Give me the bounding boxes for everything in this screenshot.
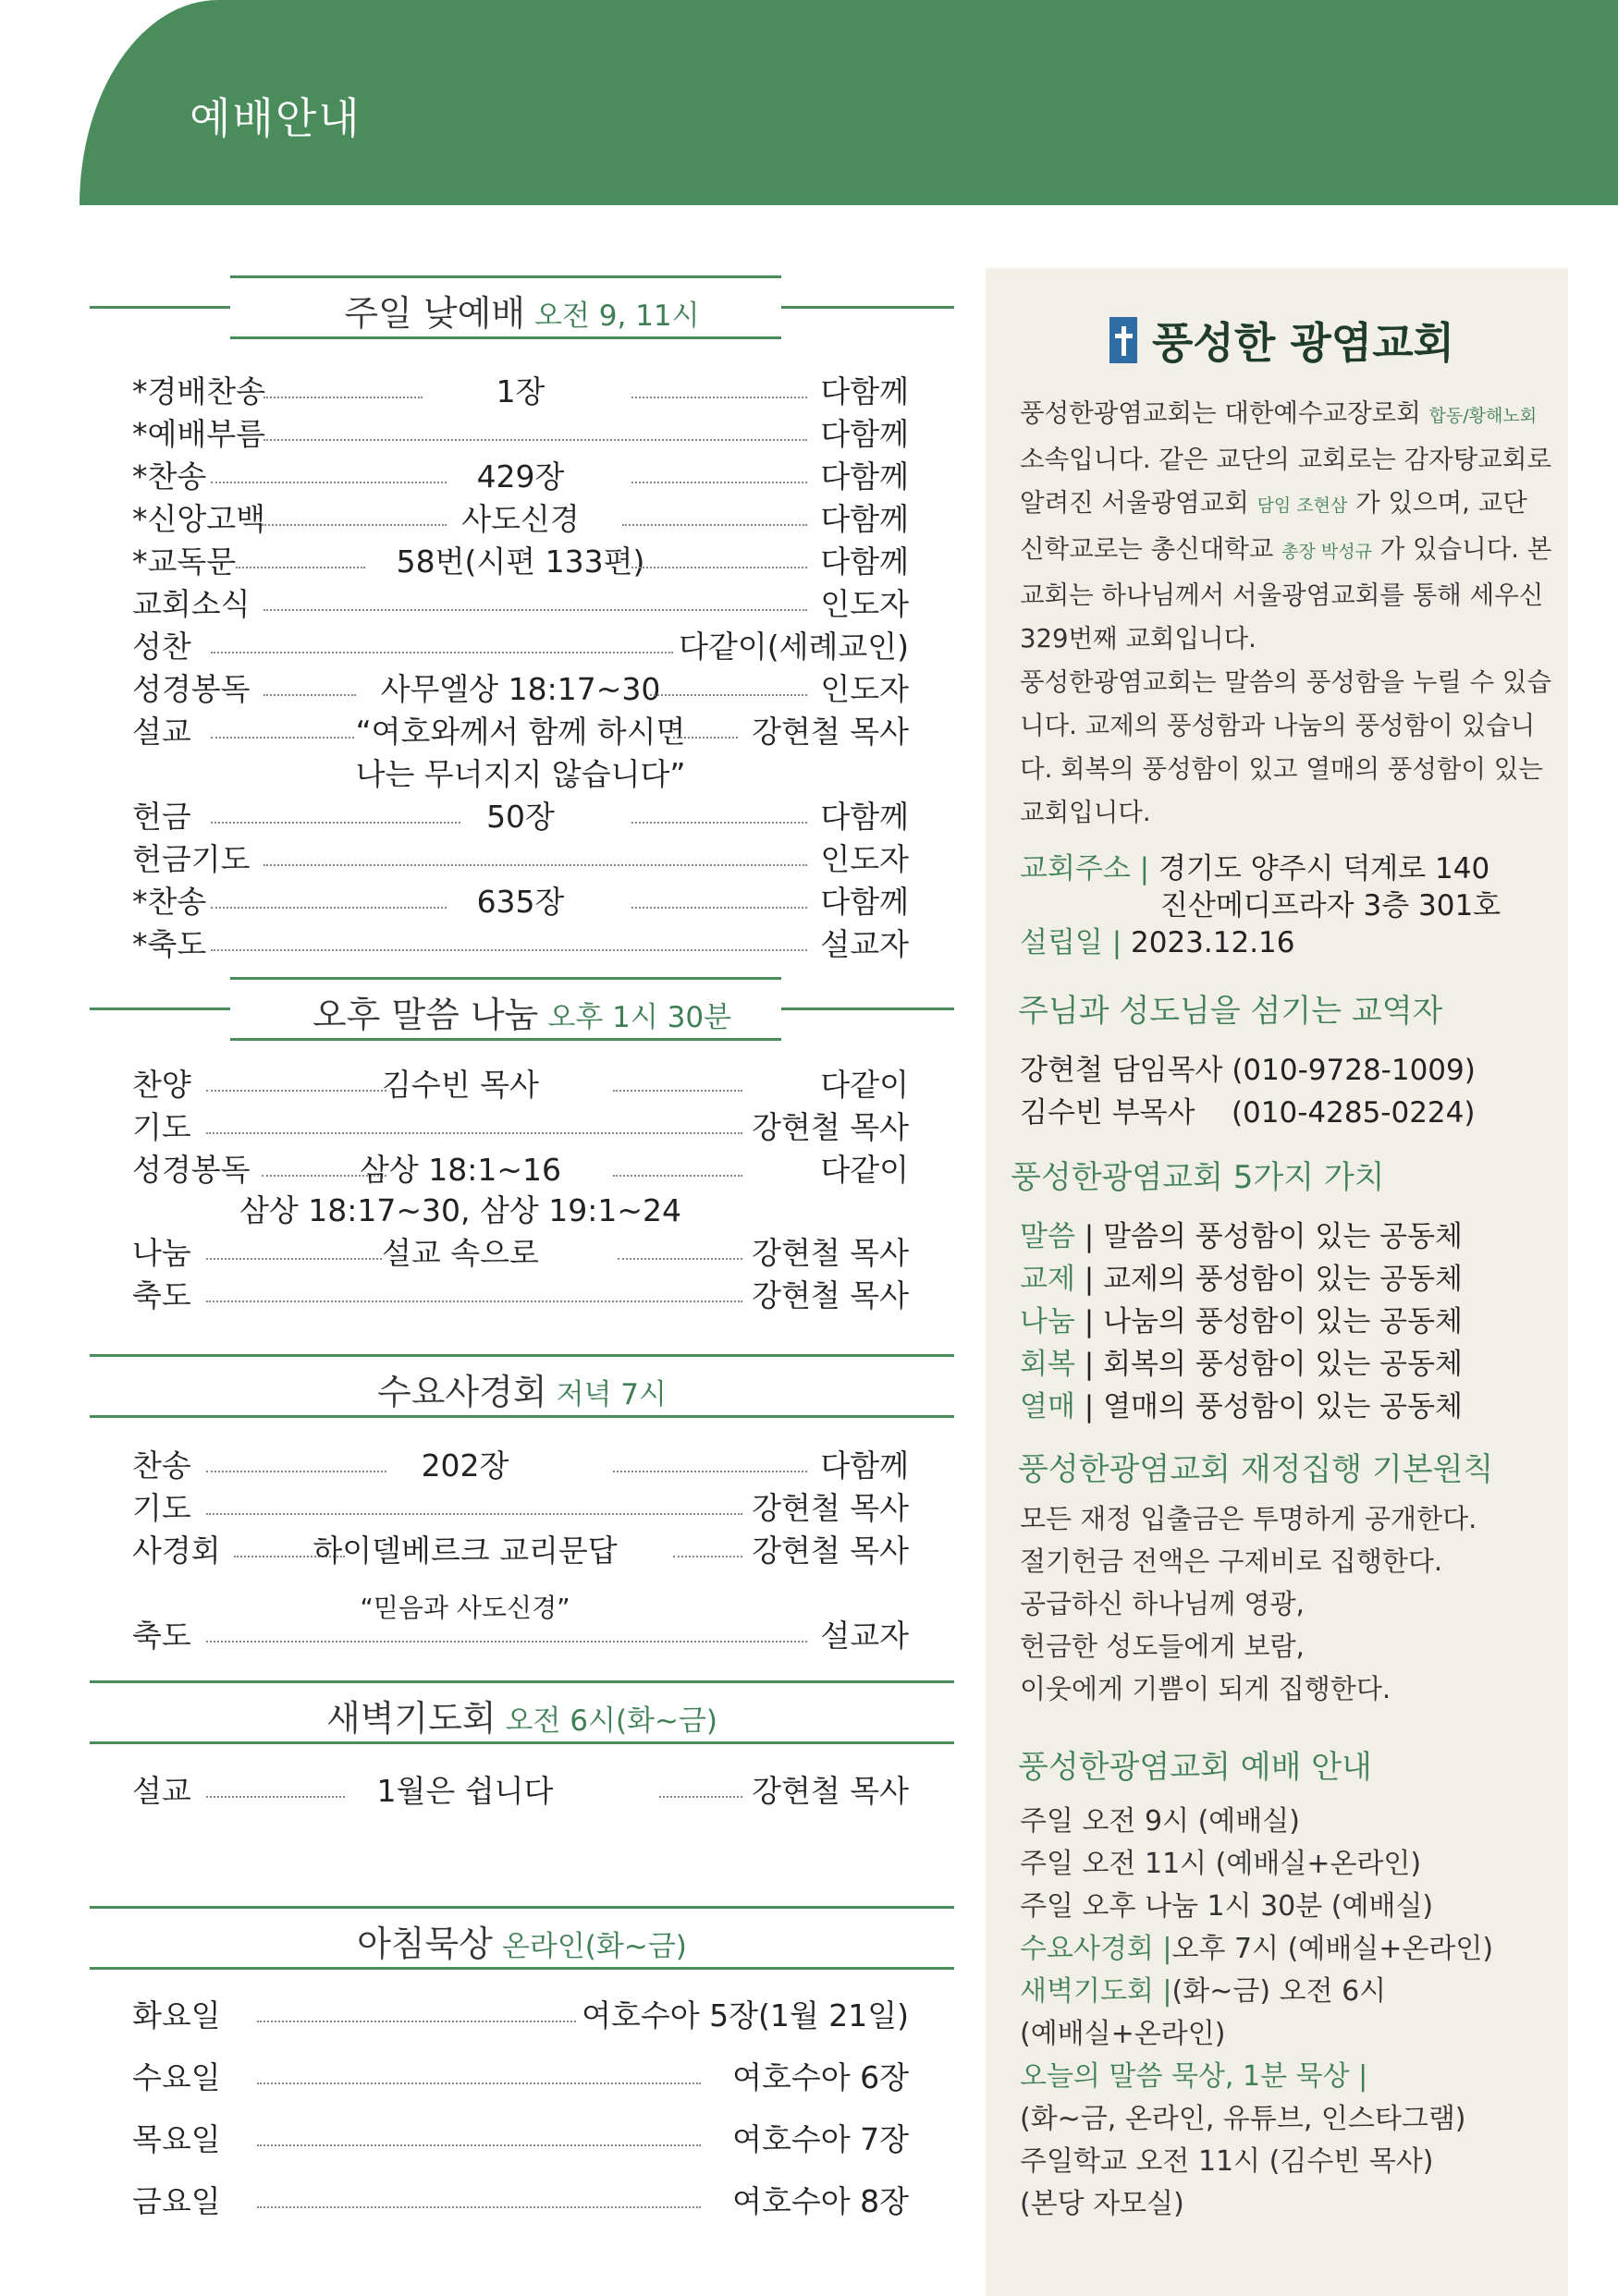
intro-text: 알려진 서울광염교회 [1020,488,1249,518]
section-afternoon-heading [90,977,954,1042]
section-title: 오후 말씀 나눔 [312,995,539,1035]
row-content: 사무엘상 18:17~30 [380,671,661,707]
section-time: 저녁 7시 [556,1378,667,1411]
row-label: 찬양 [132,1067,191,1103]
value-item: 나눔 | 나눔의 풍성함이 있는 공동체 [1020,1305,1463,1338]
page-title: 예배안내 [190,93,362,143]
order-row [132,1104,909,1144]
value-item: 교제 | 교제의 풍성함이 있는 공동체 [1020,1263,1463,1296]
row-reading: 여호수아 7장 [732,2121,909,2157]
service-item: (예배실+온라인) [1020,2018,1226,2050]
church-name: 풍성한 광염교회 [1152,318,1455,368]
row-label: 목요일 [132,2121,221,2157]
finance-item: 절기헌금 전액은 구제비로 집행한다. [1020,1545,1443,1577]
value-key: 회복 [1020,1348,1075,1381]
row-leader: 인도자 [820,671,909,707]
section-title: 아침묵상 [357,1924,493,1964]
section-time: 온라인(화~금) [501,1930,687,1963]
address-line-2: 진산메디프라자 3층 301호 [1160,889,1502,922]
service-item: (본당 자모실) [1020,2188,1184,2220]
value-item: 열매 | 열매의 풍성함이 있는 공동체 [1020,1390,1463,1423]
intro-note: 총장 박성규 [1281,542,1372,562]
schedule-row [132,2054,909,2094]
row-leader: 강현철 목사 [752,1773,909,1809]
row-label: 헌금기도 [132,841,251,877]
founded-value: 2023.12.16 [1131,926,1295,959]
schedule-row [132,1992,909,2033]
row-reading: 여호수아 5장(1월 21일) [582,1997,909,2033]
section-morning-heading [90,1906,954,1971]
row-label: 찬송 [132,1447,191,1484]
finance-principles [1020,1497,1556,1710]
order-row [132,1612,909,1653]
finance-item: 이웃에게 기쁨이 되게 집행한다. [1020,1673,1391,1704]
row-leader: 다함께 [820,501,909,537]
order-row [132,666,909,706]
row-label: *교독문 [132,543,237,580]
row-content: 김수빈 목사 [382,1067,539,1103]
row-leader: 다함께 [820,458,909,495]
section-dawn-heading [90,1680,954,1745]
value-text: 교제의 풍성함이 있는 공동체 [1103,1263,1463,1296]
row-content: 삼상 18:1~16 [360,1152,561,1188]
row-leader: 다함께 [820,884,909,920]
row-label: 성찬 [132,629,191,665]
order-row [132,623,909,664]
row-label: *예배부름 [132,416,266,452]
row-content: 202장 [421,1447,509,1484]
row-label: 축도 [132,1618,191,1654]
intro-note: 담임 조현삼 [1256,495,1348,516]
finance-item: 모든 재정 입출금은 투명하게 공개한다. [1020,1503,1477,1534]
order-row [132,1442,909,1483]
order-row [132,368,909,409]
section-title: 수요사경회 [377,1372,547,1412]
section-wednesday-heading [90,1354,954,1419]
row-leader: 설교자 [820,926,909,962]
founding-date [1020,919,1295,960]
row-label: 설교 [132,1773,191,1809]
row-content: 429장 [476,458,565,495]
service-item [1020,1928,1556,1971]
row-label: *찬송 [132,458,207,495]
minister-item: 강현철 담임목사 (010-9728-1009) [1020,1054,1476,1087]
row-content: 하이델베르크 교리문답 [313,1533,618,1569]
row-leader: 강현철 목사 [752,714,909,750]
order-row [132,1484,909,1525]
church-address [1020,845,1489,886]
order-row [132,453,909,494]
church-logo [1109,314,1454,366]
row-label: *경배찬송 [132,373,266,409]
value-item: 회복 | 회복의 풍성함이 있는 공동체 [1020,1348,1463,1381]
church-introduction [1020,392,1556,835]
section-title: 주일 낮예배 [344,293,526,334]
row-label: 헌금 [132,799,191,835]
row-reading: 여호수아 8장 [732,2183,909,2219]
row-label: 성경봉독 [132,1152,251,1188]
row-label: 금요일 [132,2183,221,2219]
order-row [132,1527,909,1568]
intro-text: 329번째 교회입니다. [1020,624,1256,653]
row-content: “믿음과 사도신경” [360,1593,570,1623]
row-label: 성경봉독 [132,671,251,707]
order-row [132,878,909,919]
row-leader: 다함께 [820,416,909,452]
service-item: (화~금, 온라인, 유튜브, 인스타그램) [1020,2103,1466,2135]
row-leader: 다같이 [820,1152,909,1188]
section-time: 오전 6시(화~금) [505,1704,718,1738]
intro-text: 소속입니다. 같은 교단의 교회로는 감자탕교회로 [1020,445,1552,474]
order-row [132,580,909,621]
service-time: (화~금) 오전 6시 [1171,1975,1387,2008]
order-row [132,1767,909,1808]
row-content: 삼상 18:17~30, 삼상 19:1~24 [239,1192,681,1228]
row-label: 나눔 [132,1235,191,1271]
row-leader: 다같이 [820,1067,909,1103]
service-item [1020,1971,1556,2013]
value-key: 말씀 [1020,1220,1075,1253]
row-content: 나는 무너지지 않습니다” [355,756,686,792]
ministers-heading: 주님과 성도님을 섬기는 교역자 [1018,993,1443,1030]
address-label: 교회주소 | [1020,852,1150,885]
row-leader: 강현철 목사 [752,1235,909,1271]
value-key: 열매 [1020,1390,1075,1423]
row-content: 사도신경 [461,501,580,537]
order-row [132,708,909,749]
founded-label: 설립일 | [1020,926,1122,959]
row-label: 화요일 [132,1997,221,2033]
row-content: 50장 [486,799,555,835]
schedule-row [132,2116,909,2156]
minister-item: 김수빈 부목사 (010-4285-0224) [1020,1096,1476,1130]
row-label: 수요일 [132,2059,221,2095]
address-line: 경기도 양주시 덕계로 140 [1158,852,1490,885]
service-item: 주일 오후 나눔 1시 30분 (예배실) [1020,1890,1434,1923]
intro-text: 신학교로는 총신대학교 [1020,534,1274,564]
row-leader: 다함께 [820,373,909,409]
row-content: 설교 속으로 [382,1235,539,1271]
order-row [132,1229,909,1270]
finance-item: 헌금한 성도들에게 보람, [1020,1630,1305,1662]
order-row [132,1272,909,1313]
row-reading: 여호수아 6장 [732,2059,909,2095]
row-label: 교회소식 [132,586,251,622]
service-item: 주일 오전 9시 (예배실) [1020,1805,1300,1838]
row-leader: 다함께 [820,1447,909,1484]
row-leader: 강현철 목사 [752,1490,909,1526]
row-leader: 강현철 목사 [752,1277,909,1313]
values-heading: 풍성한광염교회 5가지 가치 [1011,1159,1385,1196]
row-label: 설교 [132,714,191,750]
row-leader: 다함께 [820,543,909,580]
service-name: 오늘의 말씀 묵상, 1분 묵상 | [1020,2060,1368,2093]
intro-text: 풍성한광염교회는 말씀의 풍성함을 누릴 수 있습 [1020,667,1552,697]
order-row [132,793,909,834]
intro-text: 니다. 교제의 풍성함과 나눔의 풍성함이 있습니 [1020,711,1536,740]
row-leader: 다함께 [820,799,909,835]
row-content: 1장 [496,373,545,409]
value-item: 말씀 | 말씀의 풍성함이 있는 공동체 [1020,1220,1463,1253]
services-heading: 풍성한광염교회 예배 안내 [1018,1749,1372,1786]
order-row [132,751,909,791]
row-label: 기도 [132,1490,191,1526]
section-time: 오전 9, 11시 [534,299,700,333]
order-row [132,921,909,961]
section-title: 새벽기도회 [325,1698,496,1739]
intro-note: 합동/황해노회 [1428,406,1538,426]
order-row [132,410,909,451]
intro-text: 가 있습니다. 본 [1379,534,1552,564]
row-leader: 강현철 목사 [752,1533,909,1569]
intro-text: 풍성한광염교회는 대한예수교장로회 [1020,398,1421,428]
intro-text: 교회는 하나님께서 서울광염교회를 통해 세우신 [1020,580,1544,610]
order-row [132,1146,909,1187]
order-row [132,538,909,579]
row-leader: 설교자 [820,1618,909,1654]
service-time: 오후 7시 (예배실+온라인) [1171,1933,1494,1965]
order-row [132,1061,909,1102]
row-label: 사경회 [132,1533,221,1569]
value-text: 회복의 풍성함이 있는 공동체 [1103,1348,1463,1381]
cross-icon [1109,317,1137,363]
value-key: 교제 [1020,1263,1075,1296]
value-text: 나눔의 풍성함이 있는 공동체 [1103,1305,1463,1338]
row-leader: 다같이(세례교인) [679,629,909,665]
row-label: *축도 [132,926,207,962]
section-sunday-heading [90,275,954,340]
value-text: 열매의 풍성함이 있는 공동체 [1103,1390,1463,1423]
row-leader: 강현철 목사 [752,1109,909,1145]
value-text: 말씀의 풍성함이 있는 공동체 [1103,1220,1463,1253]
value-key: 나눔 [1020,1305,1075,1338]
row-leader: 인도자 [820,841,909,877]
services-list [1020,1801,1556,2226]
service-item: 주일학교 오전 11시 (김수빈 목사) [1020,2145,1434,2178]
finance-item: 공급하신 하나님께 영광, [1020,1588,1305,1619]
order-row [132,836,909,876]
row-content: 635장 [476,884,565,920]
section-time: 오후 1시 30분 [547,1001,732,1034]
row-content: 58번(시편 133편) [396,543,645,580]
service-name: 새벽기도회 | [1020,1975,1172,2008]
row-label: 축도 [132,1277,191,1313]
intro-text: 교회입니다. [1020,798,1151,827]
row-content: “여호와께서 함께 하시면 [355,714,686,750]
service-name: 수요사경회 | [1020,1933,1172,1965]
row-content: 1월은 쉽니다 [376,1773,554,1809]
finance-heading: 풍성한광염교회 재정집행 기본원칙 [1018,1451,1494,1488]
service-item: 주일 오전 11시 (예배실+온라인) [1020,1848,1422,1880]
row-label: *찬송 [132,884,207,920]
intro-text: 다. 회복의 풍성함이 있고 열매의 풍성함이 있는 [1020,754,1543,784]
schedule-row [132,2178,909,2218]
row-label: *신앙고백 [132,501,266,537]
row-leader: 인도자 [820,586,909,622]
order-row [132,495,909,536]
intro-text: 가 있으며, 교단 [1355,488,1527,518]
order-row [132,1187,909,1227]
row-label: 기도 [132,1109,191,1145]
